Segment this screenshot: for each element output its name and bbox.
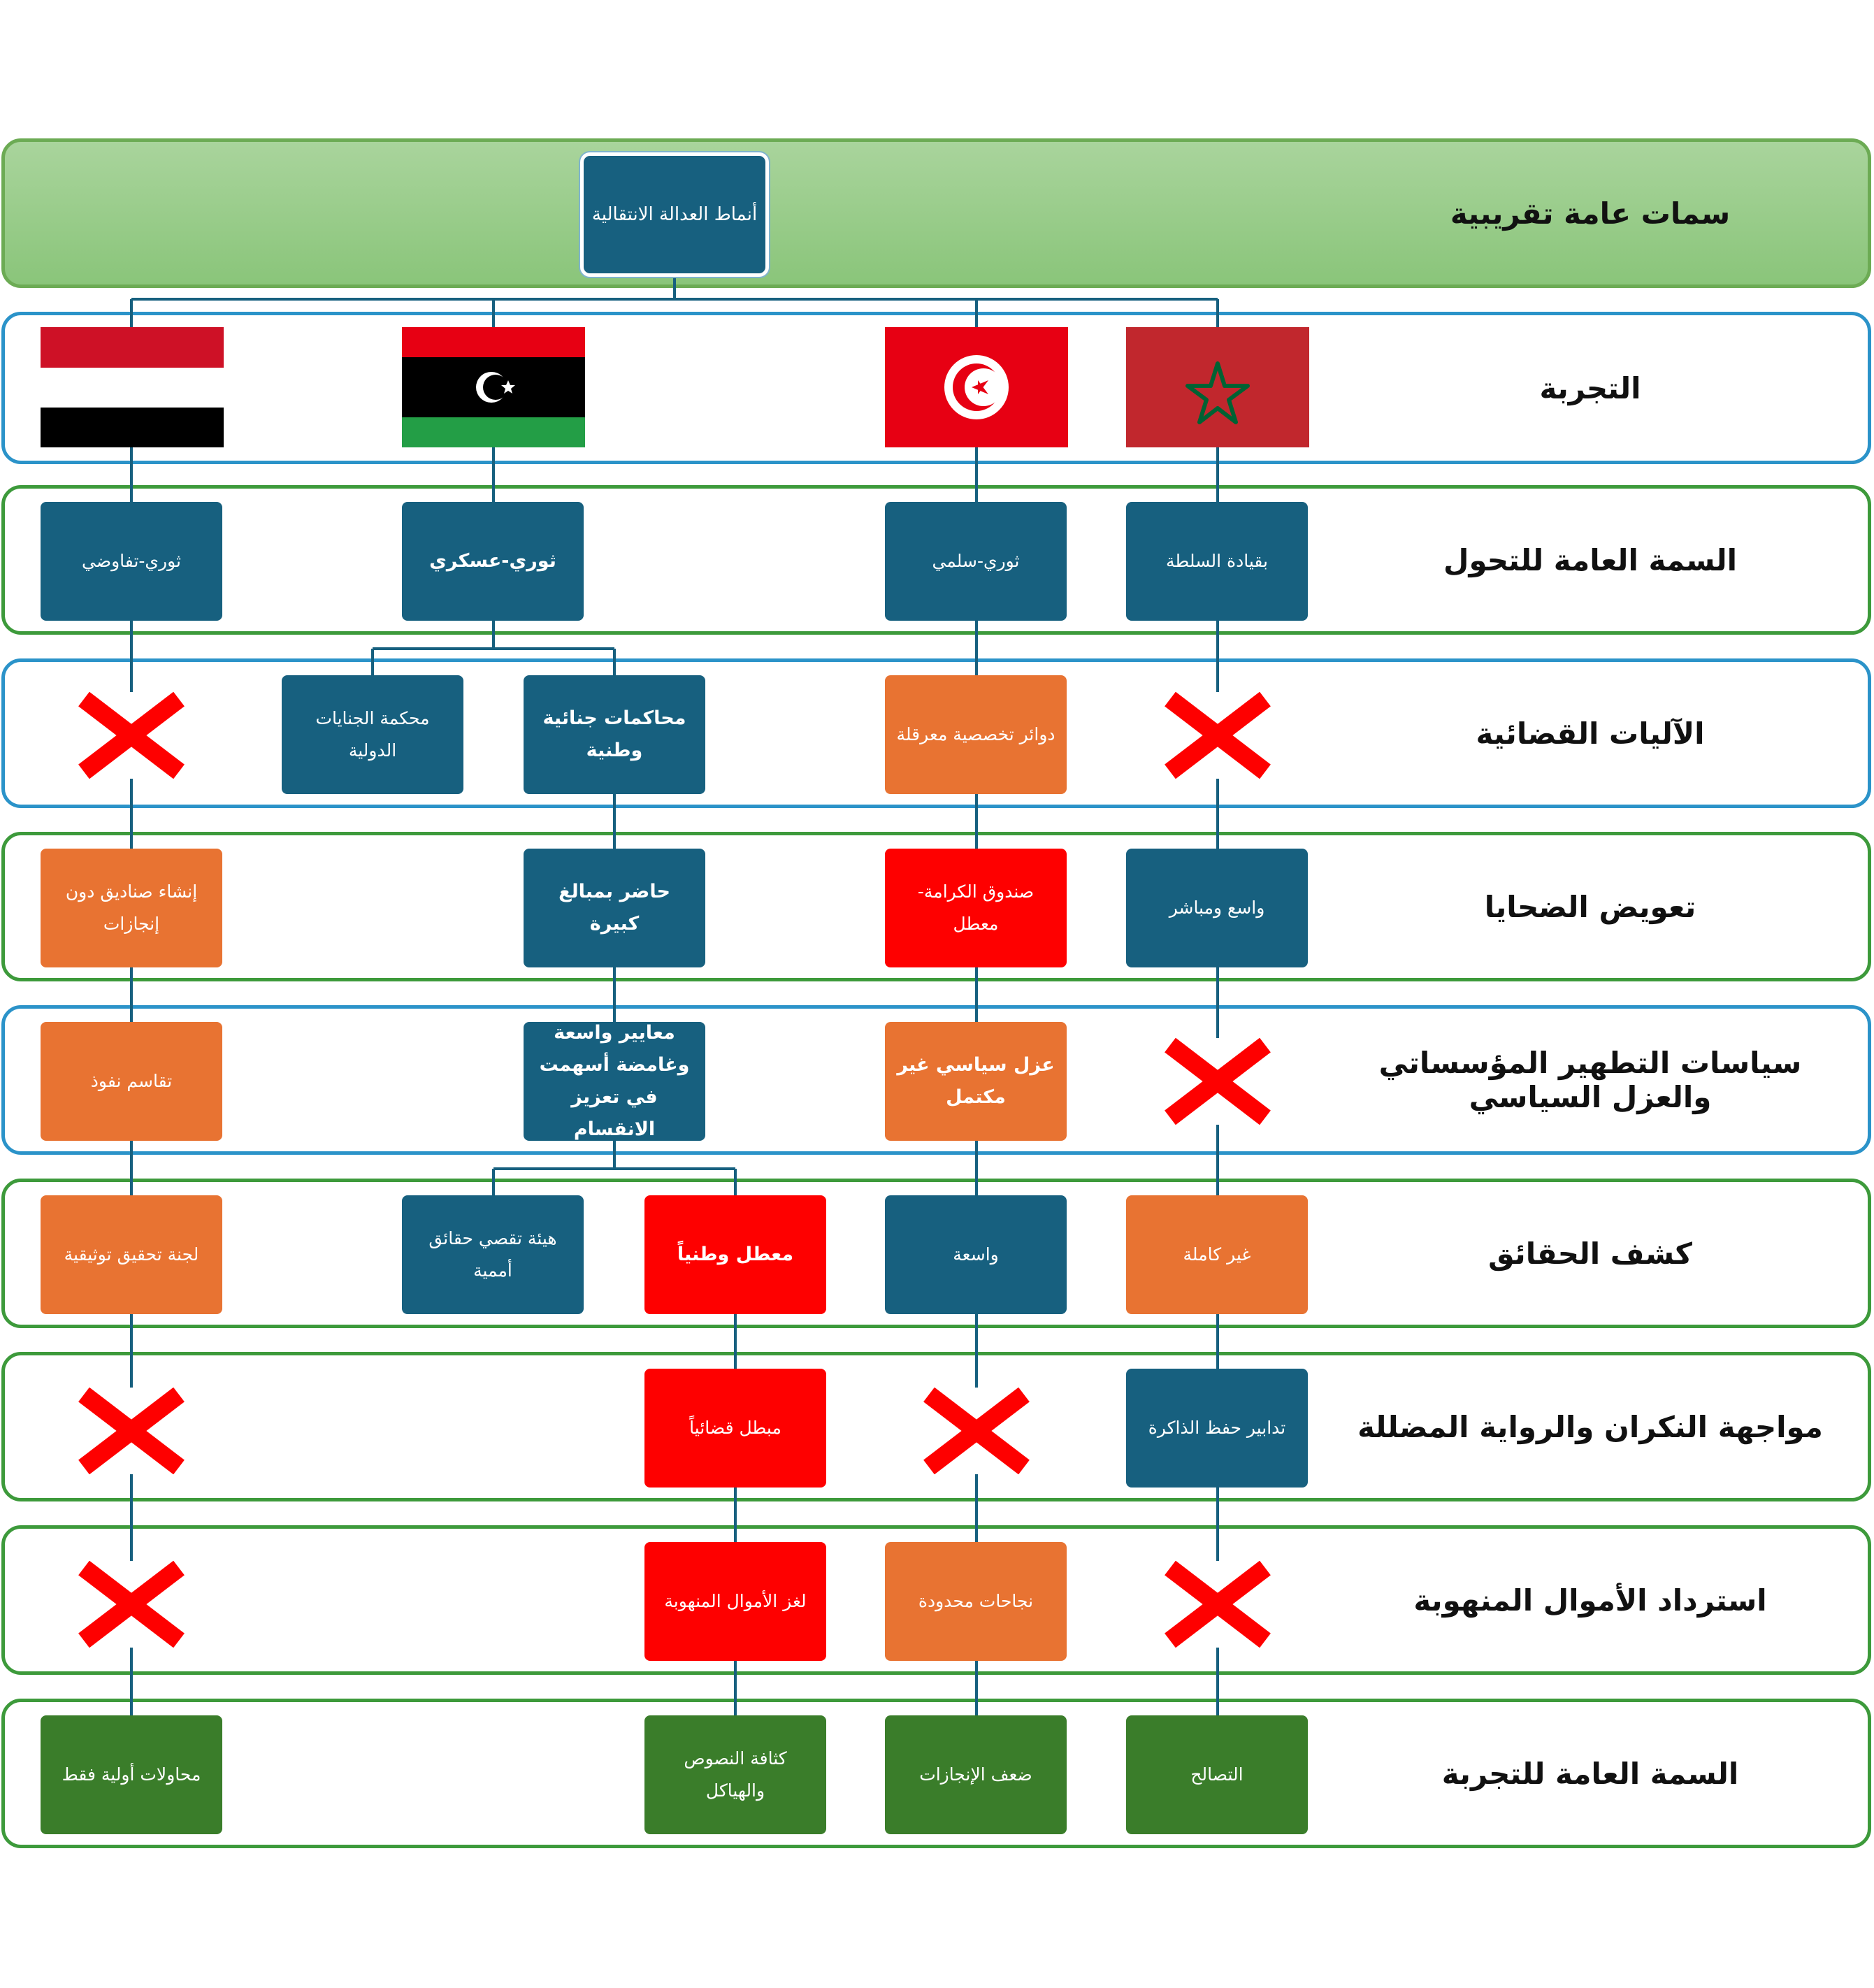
transition-libya: ثوري-عسكري [402, 502, 584, 621]
overall-yemen: محاولات أولية فقط [41, 1715, 222, 1834]
compensation-libya: حاضر بمبالغ كبيرة [524, 849, 705, 967]
x-mark-icon [1162, 692, 1274, 779]
vetting-yemen: تقاسم نفوذ [41, 1022, 222, 1141]
vetting-tunisia: عزل سياسي غير مكتمل [885, 1022, 1067, 1141]
truth-morocco: غير كاملة [1126, 1195, 1308, 1314]
judicial-tunisia: دوائر تخصصية معرقلة [885, 675, 1067, 794]
x-mark-icon [75, 1388, 187, 1474]
row-label-assets: استرداد الأموال المنهوبة [1413, 1583, 1767, 1618]
assets-tunisia: نجاحات محدودة [885, 1542, 1067, 1661]
overall-tunisia: ضعف الإنجازات [885, 1715, 1067, 1834]
diagram-title: أنماط العدالة الانتقالية [580, 152, 769, 277]
denial-morocco: تدابير حفظ الذاكرة [1126, 1369, 1308, 1488]
row-label-truth: كشف الحقائق [1488, 1236, 1692, 1271]
truth-libya-un: هيئة تقصي حقائق أممية [402, 1195, 584, 1314]
truth-yemen: لجنة تحقيق توثيقية [41, 1195, 222, 1314]
row-label-transition: السمة العامة للتحول [1443, 542, 1737, 577]
compensation-morocco: واسع ومباشر [1126, 849, 1308, 967]
x-mark-icon [1162, 1561, 1274, 1648]
x-mark-icon [1162, 1038, 1274, 1125]
morocco-flag-icon [1126, 327, 1309, 447]
denial-libya: مبطل قضائياً [644, 1369, 826, 1488]
overall-morocco: التصالح [1126, 1715, 1308, 1834]
libya-flag-icon [402, 327, 585, 447]
x-mark-icon [75, 692, 187, 779]
truth-tunisia: واسعة [885, 1195, 1067, 1314]
row-label-general-features: سمات عامة تقريبية [1450, 196, 1731, 231]
transition-tunisia: ثوري-سلمي [885, 502, 1067, 621]
row-label-vetting: سياسات التطهير المؤسساتي والعزل السياسي [1378, 1046, 1802, 1114]
row-label-overall: السمة العامة للتجربة [1441, 1756, 1739, 1791]
truth-libya-national: معطل وطنياً [644, 1195, 826, 1314]
x-mark-icon [75, 1561, 187, 1648]
compensation-tunisia: صندوق الكرامة- معطل [885, 849, 1067, 967]
row-label-denial: مواجهة النكران والرواية المضللة [1357, 1409, 1823, 1444]
row-label-judicial: الآليات القضائية [1476, 716, 1705, 751]
row-label-compensation: تعويض الضحايا [1484, 889, 1696, 924]
vetting-libya: معايير واسعة وغامضة أسهمت في تعزيز الانقسام [524, 1022, 705, 1141]
transition-morocco: بقيادة السلطة [1126, 502, 1308, 621]
judicial-libya-icc: محكمة الجنايات الدولية [282, 675, 463, 794]
assets-libya: لغز الأموال المنهوبة [644, 1542, 826, 1661]
compensation-yemen: إنشاء صناديق دون إنجازات [41, 849, 222, 967]
row-label-experience: التجربة [1539, 370, 1641, 405]
judicial-libya-national: محاكمات جنائية وطنية [524, 675, 705, 794]
overall-libya: كثافة النصوص والهياكل [644, 1715, 826, 1834]
yemen-flag-icon [41, 327, 224, 447]
x-mark-icon [921, 1388, 1032, 1474]
tunisia-flag-icon [885, 327, 1068, 447]
transition-yemen: ثوري-تفاوضي [41, 502, 222, 621]
